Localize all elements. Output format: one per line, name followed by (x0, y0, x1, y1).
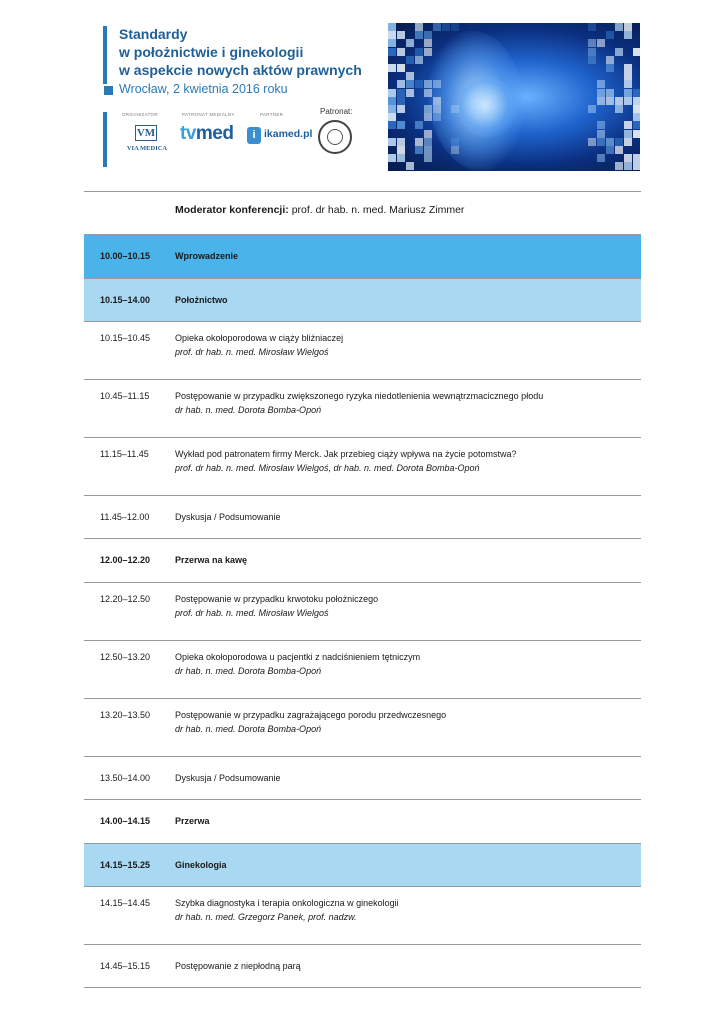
row-title: Postępowanie w przypadku zagrażającego porodu przedwczesnego (175, 710, 447, 720)
title-line-1: Standardy (119, 26, 188, 42)
row-content (175, 251, 238, 261)
row-time: 11.15–11.45 (100, 449, 149, 459)
row-time: 12.20–12.50 (100, 594, 151, 604)
schedule-table (84, 191, 641, 988)
media-caption: PATRONAT MEDIALNY (182, 112, 235, 117)
schedule-row (84, 380, 641, 438)
row-content (175, 449, 517, 473)
row-speaker: dr hab. n. med. Dorota Bomba-Opoń (175, 724, 322, 734)
moderator-label: Moderator konferencji: (175, 204, 289, 216)
schedule-row (84, 800, 641, 844)
ikamed-logo (247, 126, 313, 146)
row-title: Dyskusja / Podsumowanie (175, 511, 281, 522)
row-content (175, 961, 301, 971)
tvmed-logo-med: med (195, 123, 234, 144)
bullet-square (104, 86, 113, 95)
row-time: 13.50–14.00 (100, 772, 151, 783)
row-content (175, 295, 228, 305)
ikamed-wordmark: ikamed.pl (264, 128, 313, 140)
tvmed-logo-tv: tv (180, 123, 196, 144)
row-time: 10.45–11.15 (100, 391, 150, 401)
row-title: Dyskusja / Podsumowanie (175, 772, 281, 783)
row-title: Ginekologia (175, 859, 227, 870)
row-speaker: dr hab. n. med. Dorota Bomba-Opoń (175, 405, 322, 415)
row-content (175, 512, 281, 522)
row-speaker: dr hab. n. med. Dorota Bomba-Opoń (175, 666, 322, 676)
schedule-row (84, 699, 641, 757)
schedule-rows (84, 235, 641, 988)
title-line-3: w aspekcie nowych aktów prawnych (119, 62, 362, 78)
row-time: 13.20–13.50 (100, 710, 151, 720)
row-content (175, 652, 420, 676)
row-title: Postępowanie w przypadku zwiększonego ryzyka niedotlenienia wewnątrzmacicznego płodu (175, 391, 544, 401)
moderator-row (84, 192, 641, 235)
row-time: 12.00–12.20 (100, 555, 151, 565)
row-title: Przerwa na kawę (175, 555, 248, 565)
conference-title (119, 25, 362, 79)
schedule-row (84, 279, 641, 322)
row-content (175, 898, 399, 922)
patronage-seal-icon (318, 120, 352, 154)
row-title: Szybka diagnostyka i terapia onkologiczna w ginekologii (175, 898, 399, 908)
row-speaker: prof. dr hab. n. med. Mirosław Wielgoś, dr hab. n. med. Dorota Bomba-Opoń (175, 463, 480, 473)
schedule-row (84, 844, 641, 887)
tvmed-logo (180, 123, 233, 145)
schedule-row (84, 641, 641, 699)
viamedica-logo (121, 121, 173, 167)
row-content (175, 710, 446, 734)
conference-date: Wrocław, 2 kwietnia 2016 roku (119, 82, 288, 96)
row-speaker: prof. dr hab. n. med. Mirosław Wielgoś (175, 347, 329, 357)
row-title: Przerwa (175, 816, 210, 826)
row-time: 10.15–14.00 (100, 294, 151, 305)
row-time: 11.45–12.00 (100, 511, 150, 522)
schedule-row (84, 438, 641, 496)
conference-banner (100, 20, 640, 175)
pregnant-woman-image (388, 23, 640, 171)
row-content (175, 333, 343, 357)
schedule-row (84, 496, 641, 539)
row-title: Postępowanie z niepłodną parą (175, 960, 301, 971)
row-time: 14.45–15.15 (100, 960, 151, 971)
row-speaker: prof. dr hab. n. med. Mirosław Wielgoś (175, 608, 329, 618)
moderator-name: prof. dr hab. n. med. Mariusz Zimmer (291, 204, 465, 216)
row-content (175, 555, 247, 565)
schedule-row (84, 945, 641, 988)
row-time: 10.15–10.45 (100, 333, 151, 343)
viamedica-mark: VM (136, 127, 156, 139)
row-speaker: dr hab. n. med. Grzegorz Panek, prof. nadzw. (175, 912, 357, 922)
patronage-caption: Patronat: (320, 107, 353, 116)
schedule-row (84, 322, 641, 380)
row-content (175, 594, 378, 618)
row-title: Położnictwo (175, 294, 228, 305)
schedule-row (84, 539, 641, 583)
row-content (175, 773, 281, 783)
title-line-2: w położnictwie i ginekologii (119, 44, 304, 60)
row-title: Opieka okołoporodowa w ciąży bliźniaczej (175, 333, 344, 343)
schedule-row (84, 887, 641, 945)
partner-caption: PARTNER (260, 112, 284, 117)
row-content (175, 391, 543, 415)
accent-bar (103, 26, 107, 84)
schedule-row (84, 583, 641, 641)
row-content (175, 860, 227, 870)
row-time: 14.15–15.25 (100, 859, 151, 870)
row-content (175, 816, 210, 826)
moderator-text (175, 204, 464, 216)
row-time: 10.00–10.15 (100, 251, 151, 261)
schedule-row (84, 235, 641, 279)
row-title: Wprowadzenie (175, 251, 239, 261)
ikamed-mark: i (247, 127, 261, 144)
row-title: Postępowanie w przypadku krwotoku położniczego (175, 594, 379, 604)
row-time: 14.15–14.45 (100, 898, 151, 908)
schedule-row (84, 757, 641, 800)
organizer-caption: ORGANIZATOR (122, 112, 158, 117)
row-title: Opieka okołoporodowa u pacjentki z nadciśnieniem tętniczym (175, 652, 421, 662)
viamedica-wordmark: VIA MEDICA (126, 145, 168, 152)
row-time: 14.00–14.15 (100, 816, 151, 826)
row-title: Wykład pod patronatem firmy Merck. Jak przebieg ciąży wpływa na życie potomstwa? (175, 449, 517, 459)
row-time: 12.50–13.20 (100, 652, 151, 662)
accent-bar-lower (103, 112, 107, 167)
